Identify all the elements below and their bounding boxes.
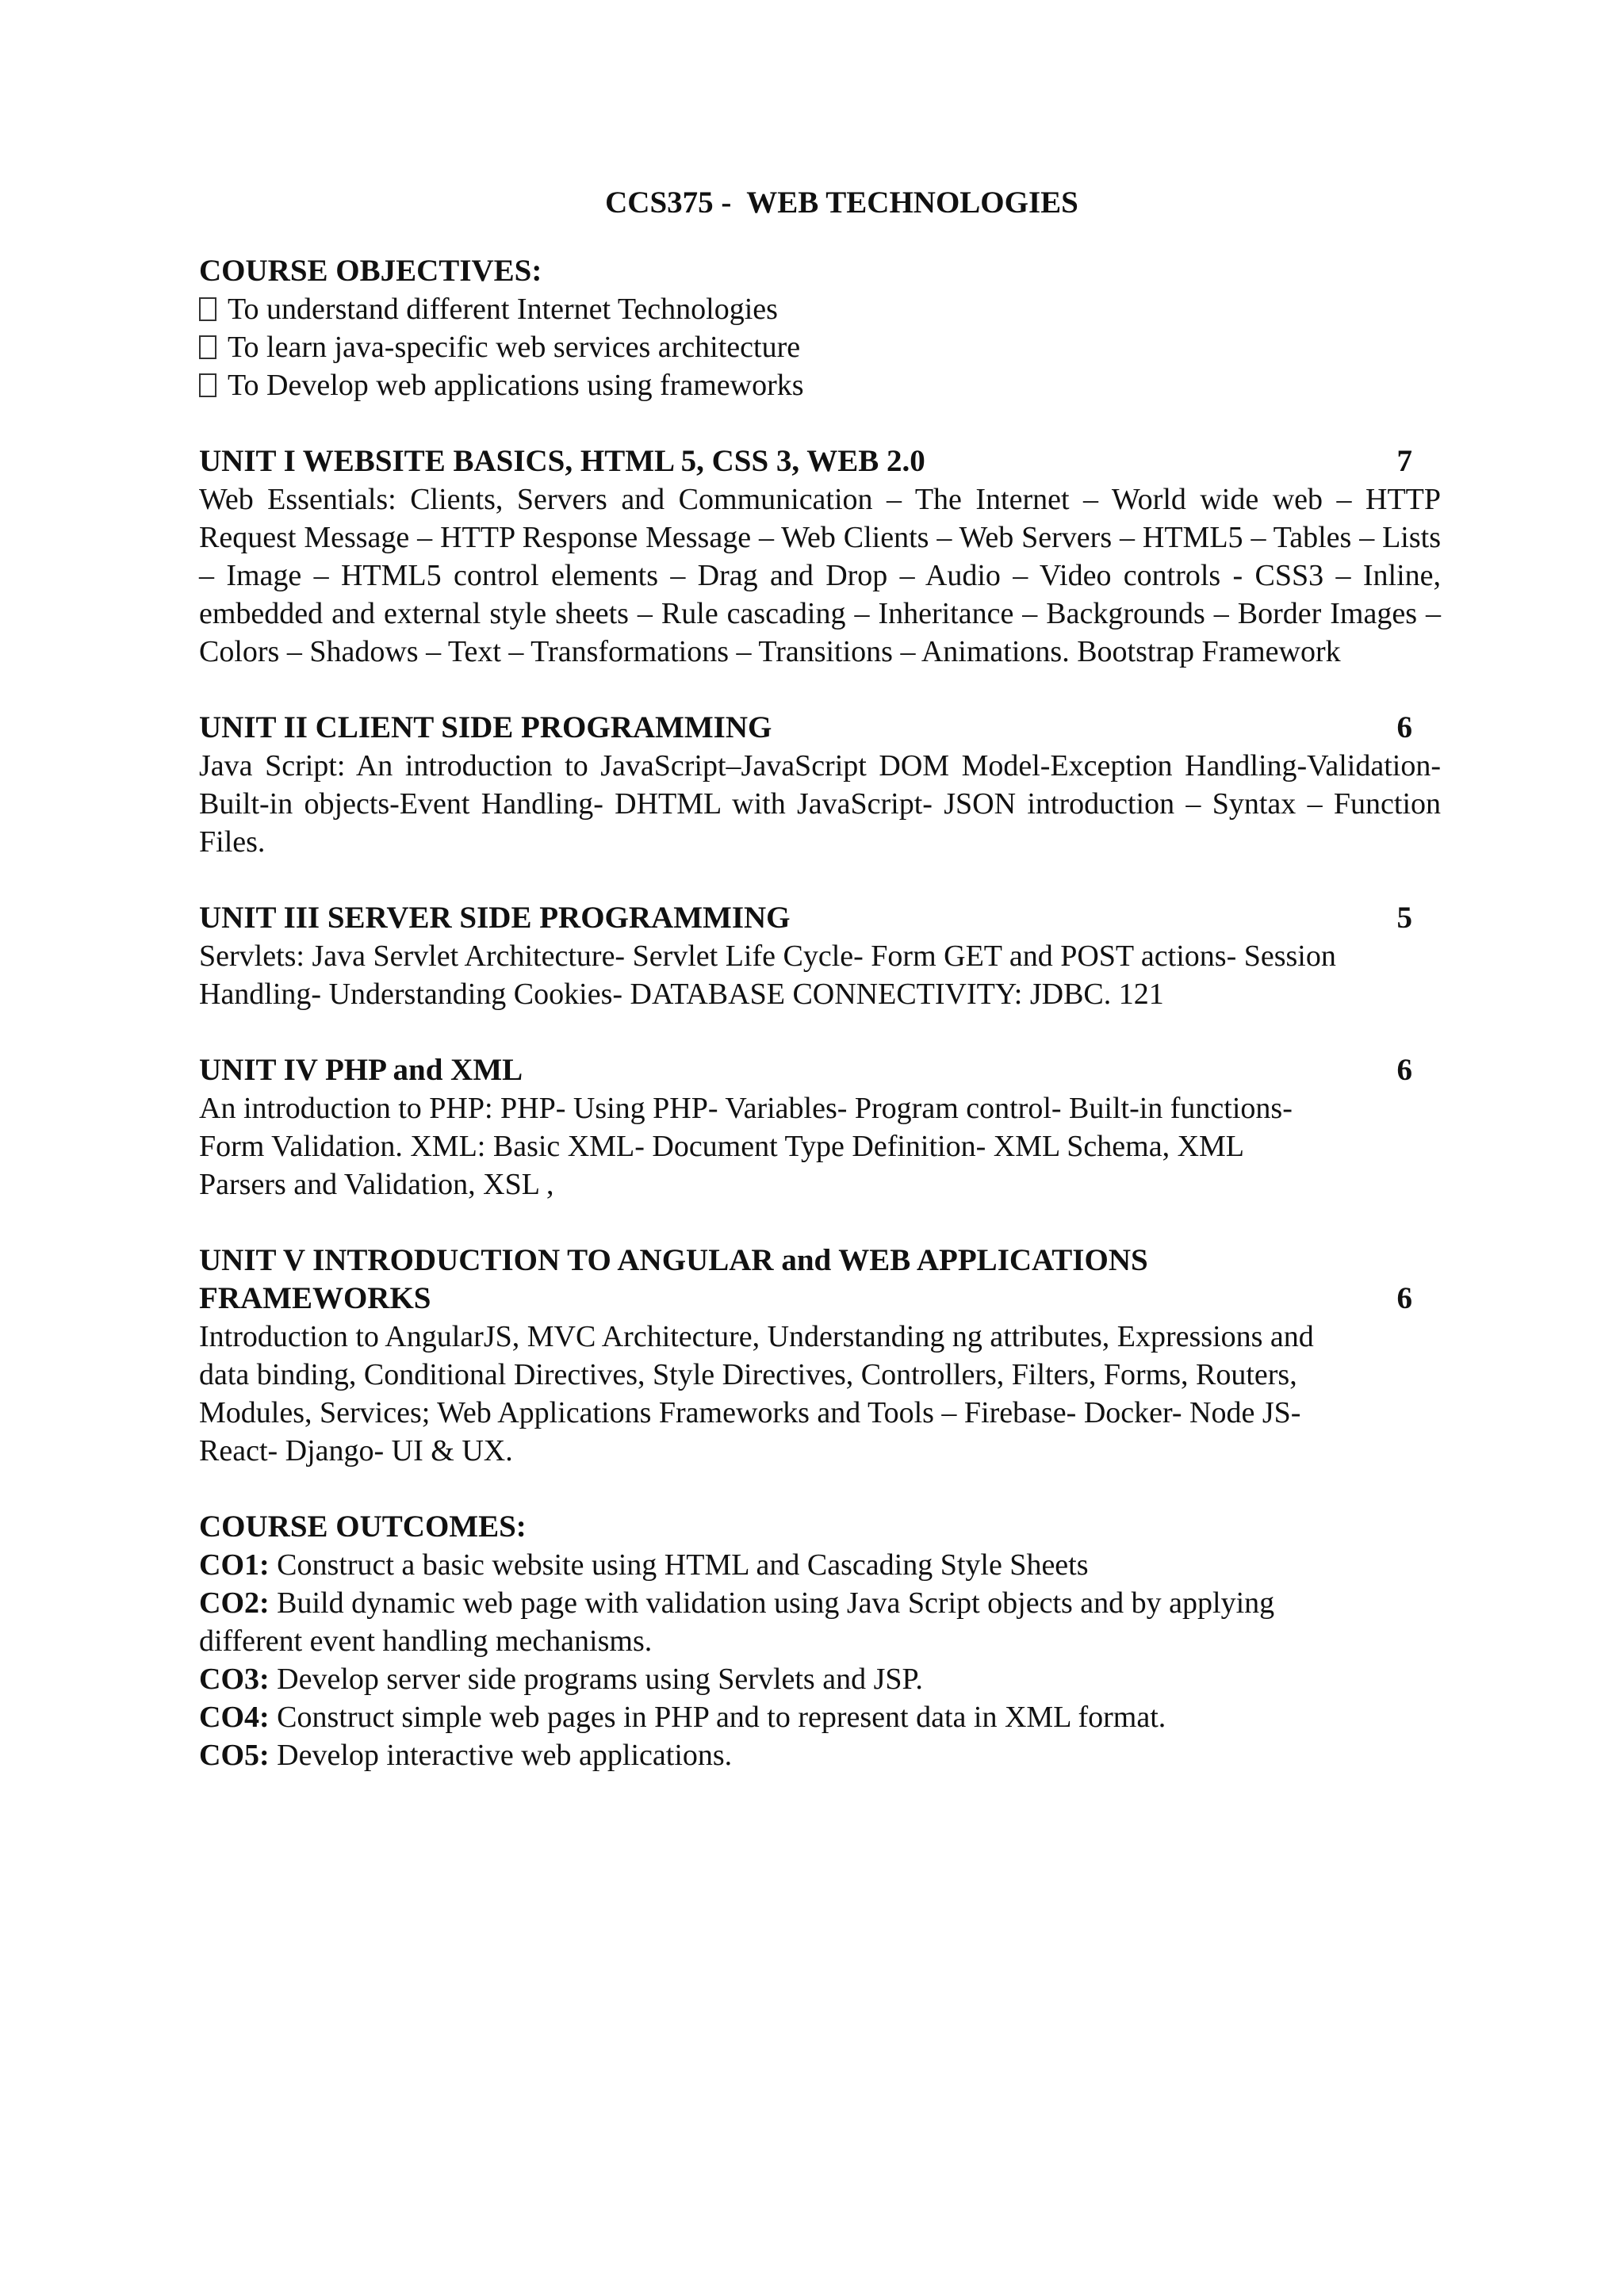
unit-2-heading-row (199, 709, 1441, 747)
unit-5-heading-row (199, 1280, 1441, 1318)
outcome-co3 (199, 1660, 1441, 1698)
outcome-text: Develop server side programs using Servlets and JSP. (277, 1663, 923, 1696)
outcome-code: CO4: (199, 1701, 270, 1734)
objective-text: To understand different Internet Technologies (228, 293, 778, 326)
bullet-box-icon (199, 335, 216, 359)
page-title: CCS375 - WEB TECHNOLOGIES (605, 186, 1078, 220)
unit-5-content-line: Modules, Services; Web Applications Frameworks and Tools – Firebase- Docker- Node JS- (199, 1396, 1301, 1429)
unit-4-heading-row (199, 1051, 1441, 1089)
unit-4-hours: 6 (1396, 1053, 1412, 1087)
unit-3-heading: UNIT III SERVER SIDE PROGRAMMING (199, 901, 791, 935)
outcome-co2 (199, 1584, 1441, 1622)
list-item (199, 366, 1441, 404)
objective-text: To learn java-specific web services architecture (228, 331, 801, 364)
outcome-code: CO1: (199, 1548, 270, 1582)
unit-4-content-line: Parsers and Validation, XSL , (199, 1168, 554, 1201)
outcome-text: Construct simple web pages in PHP and to represent data in XML format. (277, 1701, 1166, 1734)
outcome-code: CO3: (199, 1663, 270, 1696)
unit-2-section (199, 709, 1441, 861)
list-item (199, 290, 1441, 328)
outcome-text: Build dynamic web page with validation using Java Script objects and by applying (277, 1586, 1275, 1620)
objective-text: To Develop web applications using frameworks (228, 369, 804, 402)
unit-5-content-line: Introduction to AngularJS, MVC Architecture, Understanding ng attributes, Expressions and (199, 1320, 1314, 1353)
unit-5-heading-line2: FRAMEWORKS (199, 1281, 431, 1315)
outcome-text: Construct a basic website using HTML and Cascading Style Sheets (277, 1548, 1089, 1582)
outcome-text: Develop interactive web applications. (277, 1739, 733, 1772)
unit-5-content-line: data binding, Conditional Directives, Style Directives, Controllers, Filters, Forms, Routers, (199, 1358, 1297, 1391)
outcome-code: CO2: (199, 1586, 270, 1620)
bullet-box-icon (199, 373, 216, 397)
unit-1-hours: 7 (1396, 444, 1412, 478)
outcome-co5 (199, 1736, 1441, 1774)
unit-3-heading-row (199, 899, 1441, 937)
unit-5-hours: 6 (1396, 1281, 1412, 1315)
unit-5-heading-line1: UNIT V INTRODUCTION TO ANGULAR and WEB APPLICATIONS (199, 1243, 1148, 1277)
course-objectives-section (199, 252, 1441, 404)
unit-3-section (199, 899, 1441, 1013)
unit-4-content-line: Form Validation. XML: Basic XML- Document Type Definition- XML Schema, XML (199, 1130, 1245, 1163)
syllabus-page (199, 184, 1441, 1812)
unit-1-heading-row (199, 442, 1441, 480)
unit-4-section (199, 1051, 1441, 1203)
unit-3-content: Servlets: Java Servlet Architecture- Servlet Life Cycle- Form GET and POST actions- Session Handling- Understanding Cookies- DATABASE CONNECTIVITY: JDBC. 121 (199, 939, 1336, 1011)
unit-1-section (199, 442, 1441, 671)
course-outcomes-heading: COURSE OUTCOMES: (199, 1510, 527, 1544)
unit-5-section (199, 1242, 1441, 1470)
outcome-code: CO5: (199, 1739, 270, 1772)
unit-5-content-line: React- Django- UI & UX. (199, 1434, 513, 1468)
unit-4-heading: UNIT IV PHP and XML (199, 1053, 523, 1087)
outcome-co1 (199, 1546, 1441, 1584)
unit-1-content: Web Essentials: Clients, Servers and Communication – The Internet – World wide web – HTTP Request Message – HTTP Response Message – Web Clients – Web Servers – HTML5 – Tables – Lists – Image – HTML5 control elements – Drag and Drop – Audio – Video controls - CSS3 – Inline, embedded and external style sheets – Rule cascading – Inheritance – Backgrounds – Border Images – Colors – Shadows – Text – Transformations – Transitions – Animations. Bootstrap Framework (199, 483, 1441, 668)
outcome-co2-continued: different event handling mechanisms. (199, 1624, 653, 1658)
unit-2-hours: 6 (1396, 710, 1412, 744)
outcome-co4 (199, 1698, 1441, 1736)
unit-2-content: Java Script: An introduction to JavaScript–JavaScript DOM Model-Exception Handling-Validation- Built-in objects-Event Handling- DHTML with JavaScript- JSON introduction – Syntax – Function Files. (199, 749, 1441, 859)
unit-4-content-line: An introduction to PHP: PHP- Using PHP- Variables- Program control- Built-in functions- (199, 1092, 1293, 1125)
unit-2-heading: UNIT II CLIENT SIDE PROGRAMMING (199, 710, 772, 744)
unit-3-hours: 5 (1396, 901, 1412, 935)
course-objectives-heading: COURSE OBJECTIVES: (199, 254, 542, 288)
course-outcomes-section (199, 1508, 1441, 1774)
bullet-box-icon (199, 297, 216, 321)
objectives-list (199, 290, 1441, 404)
unit-1-heading: UNIT I WEBSITE BASICS, HTML 5, CSS 3, WEB 2.0 (199, 444, 925, 478)
list-item (199, 328, 1441, 366)
